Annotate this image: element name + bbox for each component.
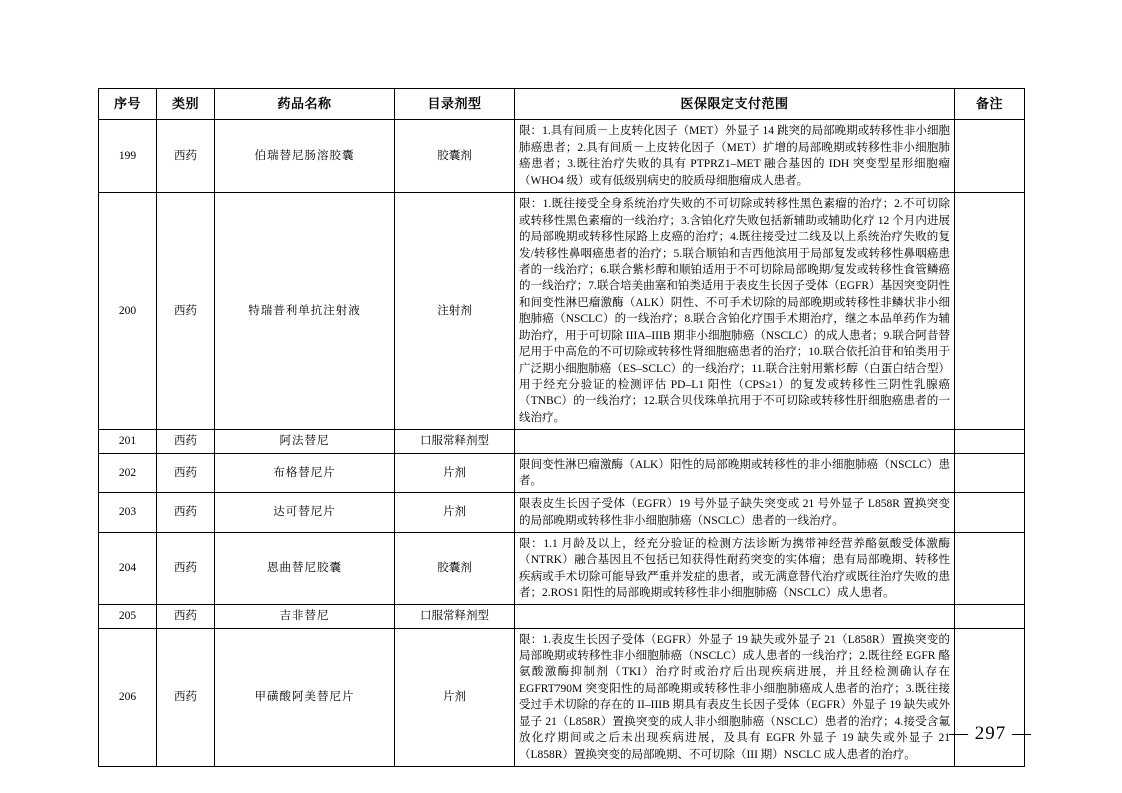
- cell-category: 西药: [157, 628, 215, 767]
- table-row: [99, 193, 1025, 430]
- table-row: [99, 430, 1025, 453]
- cell-no: 206: [99, 628, 157, 767]
- cell-drug-name: 伯瑞替尼肠溶胶囊: [215, 120, 395, 193]
- cell-remark: [955, 193, 1025, 430]
- table-header-row: [99, 89, 1025, 120]
- cell-category: 西药: [157, 453, 215, 493]
- cell-remark: [955, 605, 1025, 628]
- cell-remark: [955, 493, 1025, 533]
- cell-dosage-form: 片剂: [395, 628, 515, 767]
- cell-category: 西药: [157, 430, 215, 453]
- cell-drug-name: 吉非替尼: [215, 605, 395, 628]
- cell-scope: 限：1.具有间质－上皮转化因子（MET）外显子 14 跳突的局部晚期或转移性非小细胞肺癌患者；2.具有间质－上皮转化因子（MET）扩增的局部晚期或转移性非小细胞肺癌患者；3.既往治疗失败的具有 PTPRZ1–MET 融合基因的 IDH 突变型星形细胞瘤（WHO4 级）或有低级别病史的胶质母细胞瘤成人患者。: [515, 120, 955, 193]
- header-scope: 医保限定支付范围: [515, 89, 955, 120]
- cell-scope: 限表皮生长因子受体（EGFR）19 号外显子缺失突变或 21 号外显子 L858R 置换突变的局部晚期或转移性非小细胞肺癌（NSCLC）患者的一线治疗。: [515, 493, 955, 533]
- cell-scope: 限：1.表皮生长因子受体（EGFR）外显子 19 缺失或外显子 21（L858R）置换突变的局部晚期或转移性非小细胞肺癌（NSCLC）成人患者的一线治疗；2.既往经 EGFR 酪氨酸激酶抑制剂（TKI）治疗时或治疗后出现疾病进展，并且经检测确认存在 EGFRT790M 突变阳性的局部晚期或转移性非小细胞肺癌成人患者的治疗；3.既往接受过手术切除的存在的 II–IIIB 期具有表皮生长因子受体（EGFR）外显子 19 缺失或外显子 21（L858R）置换突变的成人非小细胞肺癌（NSCLC）患者的治疗；4.接受含氟放化疗期间或之后未出现疾病进展，及具有 EGFR 外显子 19 缺失或外显子 21（L858R）置换突变的局部晚期、不可切除（III 期）NSCLC 成人患者的治疗。: [515, 628, 955, 767]
- cell-remark: [955, 430, 1025, 453]
- header-category: 类别: [157, 89, 215, 120]
- cell-category: 西药: [157, 120, 215, 193]
- drug-catalog-table: [98, 88, 1025, 767]
- cell-scope: [515, 605, 955, 628]
- cell-no: 202: [99, 453, 157, 493]
- cell-dosage-form: 口服常释剂型: [395, 430, 515, 453]
- cell-dosage-form: 胶囊剂: [395, 532, 515, 604]
- table-row: [99, 493, 1025, 533]
- cell-dosage-form: 胶囊剂: [395, 120, 515, 193]
- cell-category: 西药: [157, 493, 215, 533]
- cell-category: 西药: [157, 605, 215, 628]
- cell-scope: 限间变性淋巴瘤激酶（ALK）阳性的局部晚期或转移性的非小细胞肺癌（NSCLC）患者。: [515, 453, 955, 493]
- cell-dosage-form: 片剂: [395, 453, 515, 493]
- cell-no: 201: [99, 430, 157, 453]
- cell-drug-name: 阿法替尼: [215, 430, 395, 453]
- cell-drug-name: 特瑞普利单抗注射液: [215, 193, 395, 430]
- cell-remark: [955, 628, 1025, 767]
- cell-remark: [955, 453, 1025, 493]
- header-drug-name: 药品名称: [215, 89, 395, 120]
- cell-drug-name: 恩曲替尼胶囊: [215, 532, 395, 604]
- table-row: [99, 605, 1025, 628]
- header-no: 序号: [99, 89, 157, 120]
- cell-no: 200: [99, 193, 157, 430]
- cell-category: 西药: [157, 193, 215, 430]
- cell-drug-name: 布格替尼片: [215, 453, 395, 493]
- table-row: [99, 453, 1025, 493]
- table-row: [99, 628, 1025, 767]
- cell-no: 203: [99, 493, 157, 533]
- cell-remark: [955, 532, 1025, 604]
- cell-no: 199: [99, 120, 157, 193]
- cell-scope: 限：1.既往接受全身系统治疗失败的不可切除或转移性黑色素瘤的治疗；2.不可切除或转移性黑色素瘤的一线治疗；3.含铂化疗失败包括新辅助或辅助化疗 12 个月内进展的局部晚期或转移性尿路上皮癌的治疗；4.既往接受过二线及以上系统治疗失败的复发/转移性鼻咽癌患者的治疗；5.联合顺铂和吉西他滨用于局部复发或转移性鼻咽癌患者的一线治疗；6.联合紫杉醇和顺铂适用于不可切除局部晚期/复发或转移性食管鳞癌的一线治疗；7.联合培美曲塞和铂类适用于表皮生长因子受体（EGFR）基因突变阴性和间变性淋巴瘤激酶（ALK）阴性、不可手术切除的局部晚期或转移性非鳞状非小细胞肺癌（NSCLC）的一线治疗；8.联合含铂化疗围手术期治疗，继之本品单药作为辅助治疗，用于可切除 IIIA–IIIB 期非小细胞肺癌（NSCLC）的成人患者；9.联合阿昔替尼用于中高危的不可切除或转移性肾细胞癌患者的治疗；10.联合依托泊苷和铂类用于广泛期小细胞肺癌（ES–SCLC）的一线治疗；11.联合注射用紫杉醇（白蛋白结合型）用于经充分验证的检测评估 PD–L1 阳性（CPS≥1）的复发或转移性三阴性乳腺癌（TNBC）的一线治疗；12.联合贝伐珠单抗用于不可切除或转移性肝细胞癌患者的一线治疗。: [515, 193, 955, 430]
- cell-remark: [955, 120, 1025, 193]
- table-row: [99, 532, 1025, 604]
- drug-catalog-sheet: [98, 88, 1024, 767]
- page-number: — 297 —: [949, 723, 1032, 744]
- cell-scope: [515, 430, 955, 453]
- cell-dosage-form: 片剂: [395, 493, 515, 533]
- cell-category: 西药: [157, 532, 215, 604]
- header-remark: 备注: [955, 89, 1025, 120]
- cell-no: 205: [99, 605, 157, 628]
- table-row: [99, 120, 1025, 193]
- cell-dosage-form: 口服常释剂型: [395, 605, 515, 628]
- cell-no: 204: [99, 532, 157, 604]
- cell-drug-name: 甲磺酸阿美替尼片: [215, 628, 395, 767]
- cell-scope: 限：1.1 月龄及以上，经充分验证的检测方法诊断为携带神经营养酪氨酸受体激酶（NTRK）融合基因且不包括已知获得性耐药突变的实体瘤；患有局部晚期、转移性疾病或手术切除可能导致严重并发症的患者，或无满意替代治疗或既往治疗失败的患者；2.ROS1 阳性的局部晚期或转移性非小细胞肺癌（NSCLC）成人患者。: [515, 532, 955, 604]
- header-dosage-form: 目录剂型: [395, 89, 515, 120]
- cell-dosage-form: 注射剂: [395, 193, 515, 430]
- cell-drug-name: 达可替尼片: [215, 493, 395, 533]
